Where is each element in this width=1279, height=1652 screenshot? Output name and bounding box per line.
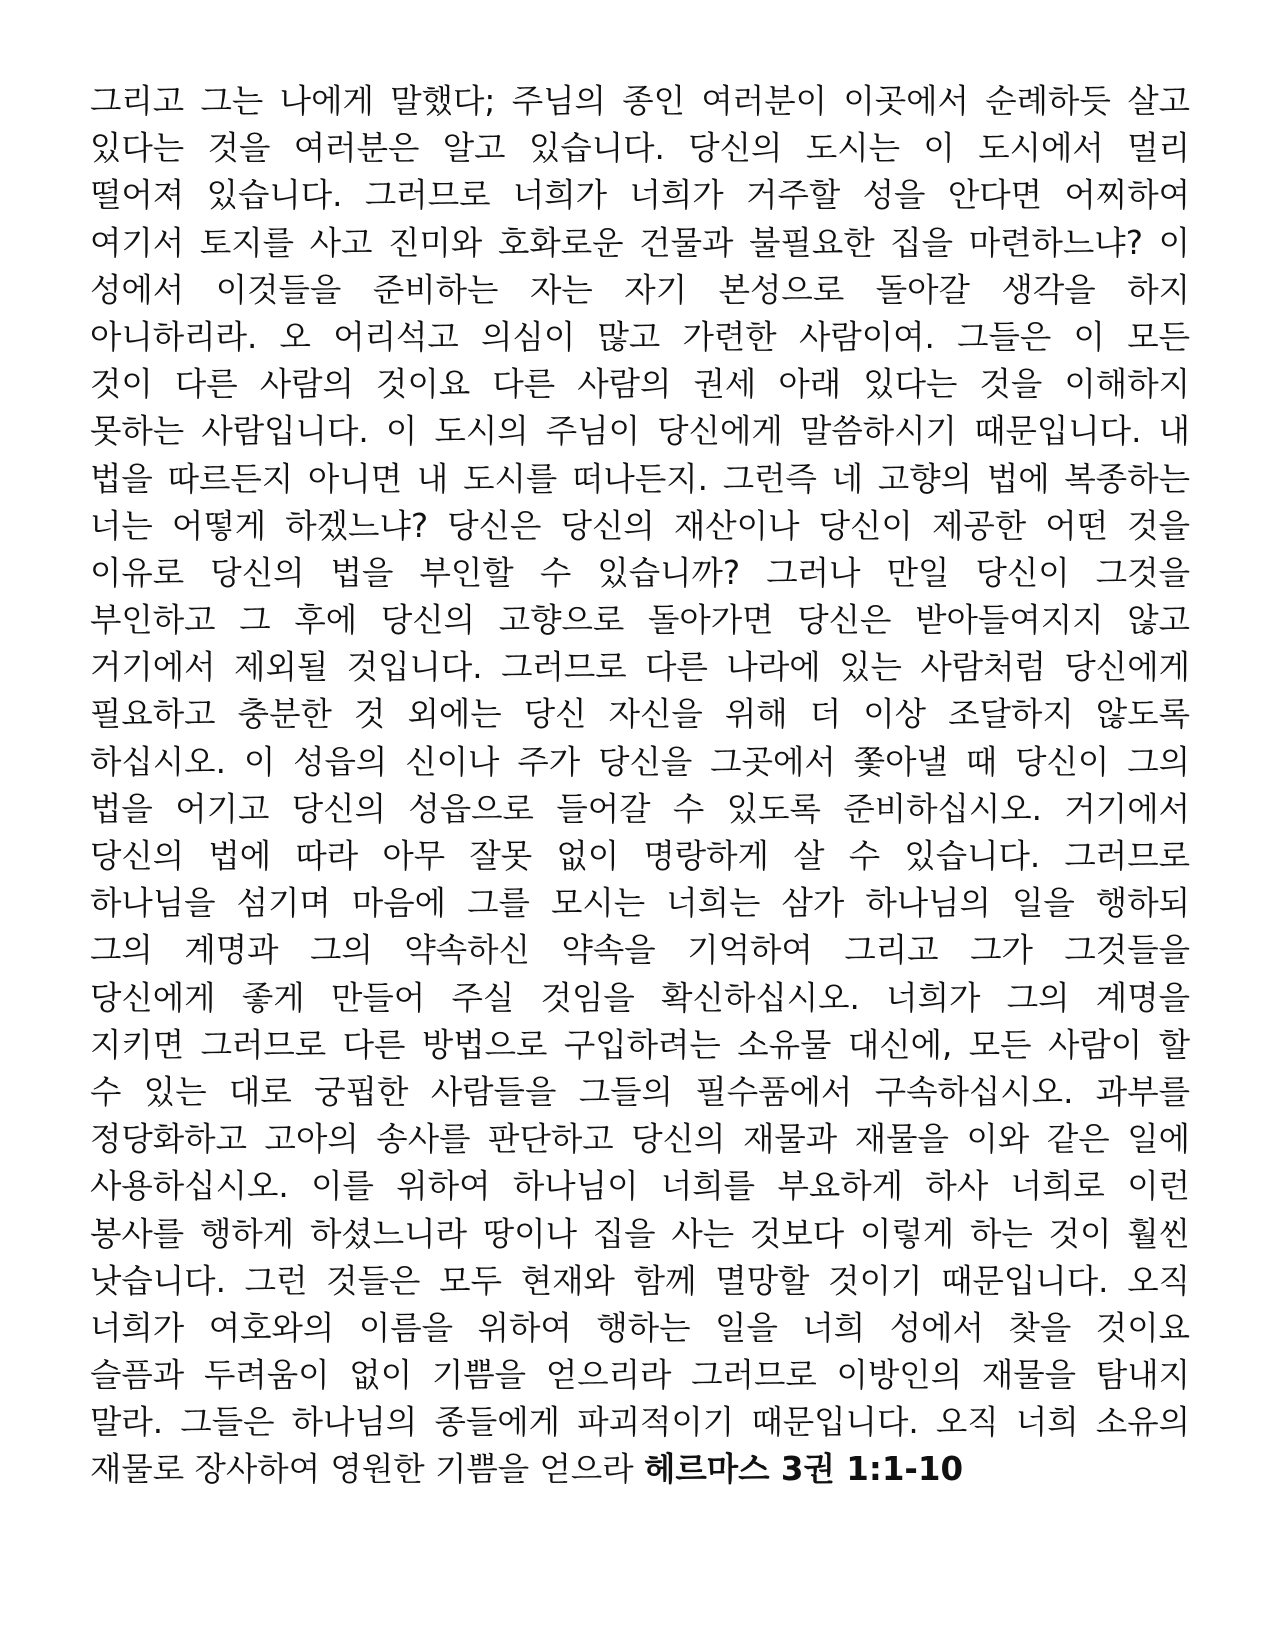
text-line: 당신의 법에 따라 아무 잘못 없이 명랑하게 살 수 있습니다. 그러므로 — [90, 837, 1190, 875]
text-line: 슬픔과 두려움이 없이 기쁨을 얻으리라 그러므로 이방인의 재물을 탐내지 — [90, 1356, 1190, 1395]
text-line: 지키면 그러므로 다른 방법으로 구입하려는 소유물 대신에, 모든 사람이 할 — [90, 1025, 1190, 1064]
text-line: 하십시오. 이 성읍의 신이나 주가 당신을 그곳에서 쫓아낼 때 당신이 그의 — [90, 742, 1190, 781]
text-line: 아니하리라. 오 어리석고 의심이 많고 가련한 사람이여. 그들은 이 모든 — [90, 317, 1190, 356]
text-line: 낫습니다. 그런 것들은 모두 현재와 함께 멸망할 것이기 때문입니다. 오직 — [90, 1261, 1190, 1300]
text-line: 정당화하고 고아의 송사를 판단하고 당신의 재물과 재물을 이와 같은 일에 — [90, 1120, 1190, 1159]
text-line: 그의 계명과 그의 약속하신 약속을 기억하여 그리고 그가 그것들을 — [90, 931, 1190, 970]
text-line: 거기에서 제외될 것입니다. 그러므로 다른 나라에 있는 사람처럼 당신에게 — [90, 648, 1190, 687]
text-line: 사용하십시오. 이를 위하여 하나님이 너희를 부요하게 하사 너희로 이런 — [90, 1167, 1190, 1206]
text-line: 너는 어떻게 하겠느냐? 당신은 당신의 재산이나 당신이 제공한 어떤 것을 — [90, 506, 1190, 545]
text-line: 법을 어기고 당신의 성읍으로 들어갈 수 있도록 준비하십시오. 거기에서 — [90, 789, 1190, 828]
final-text-line — [90, 1446, 1190, 1493]
text-line: 것이 다른 사람의 것이요 다른 사람의 권세 아래 있다는 것을 이해하지 — [90, 365, 1190, 404]
text-line: 있다는 것을 여러분은 알고 있습니다. 당신의 도시는 이 도시에서 멀리 — [90, 129, 1190, 168]
citation: 헤르마스 3권 1:1-10 — [643, 1450, 964, 1489]
final-line-text: 재물로 장사하여 영원한 기쁨을 얻으라 — [90, 1450, 644, 1489]
text-line: 필요하고 충분한 것 외에는 당신 자신을 위해 더 이상 조달하지 않도록 — [90, 695, 1190, 734]
text-line: 부인하고 그 후에 당신의 고향으로 돌아가면 당신은 받아들여지지 않고 — [90, 601, 1190, 640]
body-text — [90, 78, 1190, 1494]
text-line: 여기서 토지를 사고 진미와 호화로운 건물과 불필요한 집을 마련하느냐? 이 — [90, 223, 1190, 262]
text-line: 하나님을 섬기며 마음에 그를 모시는 너희는 삼가 하나님의 일을 행하되 — [90, 884, 1190, 923]
text-line: 당신에게 좋게 만들어 주실 것임을 확신하십시오. 너희가 그의 계명을 — [90, 978, 1190, 1017]
text-line: 너희가 여호와의 이름을 위하여 행하는 일을 너희 성에서 찾을 것이요 — [90, 1308, 1190, 1347]
text-line: 떨어져 있습니다. 그러므로 너희가 너희가 거주할 성을 안다면 어찌하여 — [90, 176, 1190, 215]
text-line: 수 있는 대로 궁핍한 사람들을 그들의 필수품에서 구속하십시오. 과부를 — [90, 1072, 1190, 1111]
text-line: 못하는 사람입니다. 이 도시의 주님이 당신에게 말씀하시기 때문입니다. 내 — [90, 412, 1190, 451]
text-line: 봉사를 행하게 하셨느니라 땅이나 집을 사는 것보다 이렇게 하는 것이 훨씬 — [90, 1214, 1190, 1253]
text-line: 이유로 당신의 법을 부인할 수 있습니까? 그러나 만일 당신이 그것을 — [90, 553, 1190, 592]
text-line: 말라. 그들은 하나님의 종들에게 파괴적이기 때문입니다. 오직 너희 소유의 — [90, 1403, 1190, 1442]
text-line: 그리고 그는 나에게 말했다; 주님의 종인 여러분이 이곳에서 순례하듯 살고 — [90, 82, 1190, 120]
text-line: 성에서 이것들을 준비하는 자는 자기 본성으로 돌아갈 생각을 하지 — [90, 270, 1190, 309]
text-line: 법을 따르든지 아니면 내 도시를 떠나든지. 그런즉 네 고향의 법에 복종하는 — [90, 459, 1190, 498]
